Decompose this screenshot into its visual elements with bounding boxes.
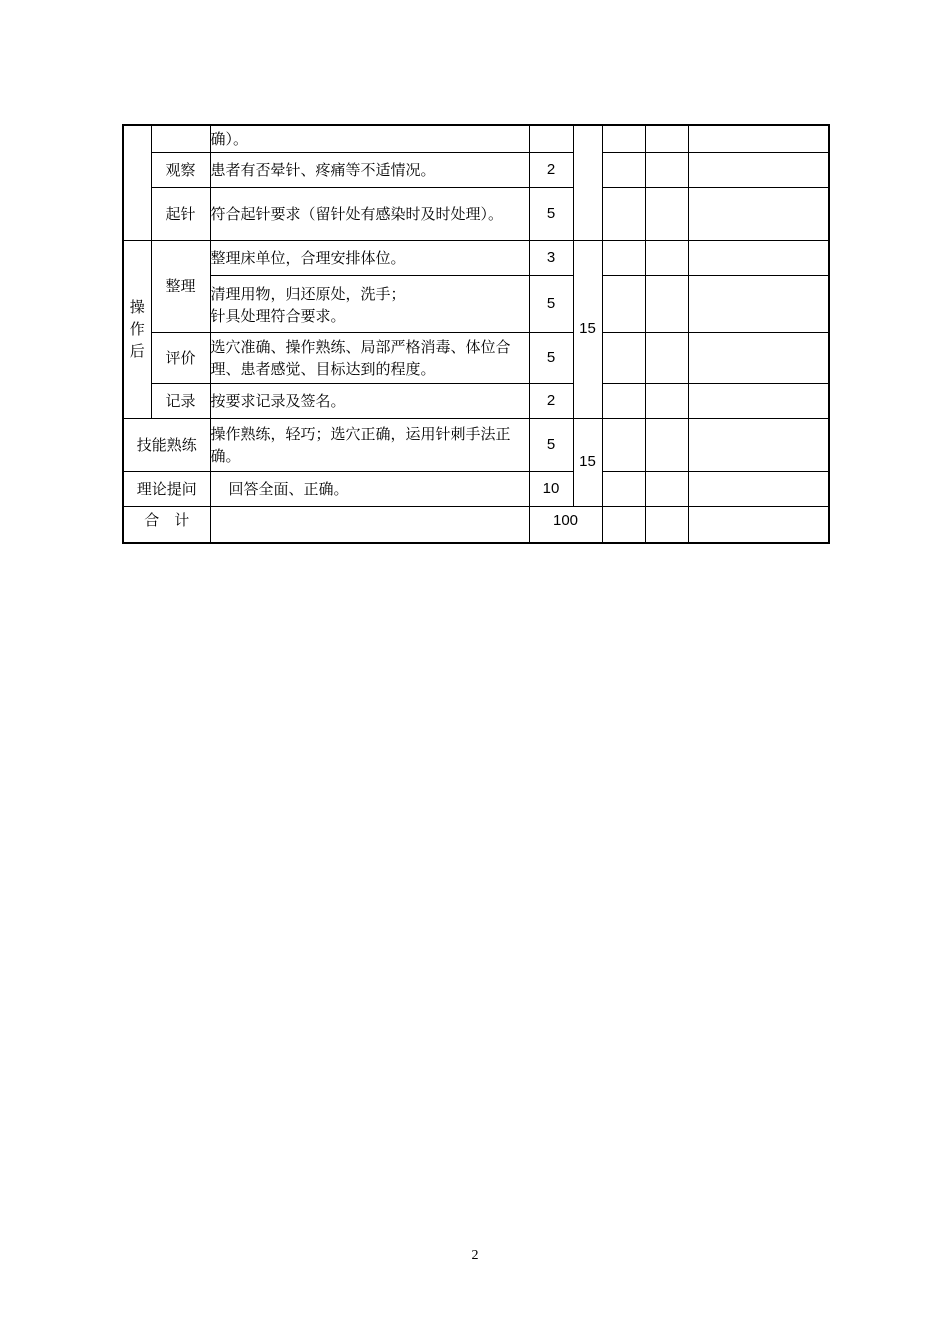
blank-cell <box>688 332 829 383</box>
blank-cell <box>688 418 829 471</box>
item-content: 回答全面、正确。 <box>210 471 529 506</box>
blank-cell <box>602 418 645 471</box>
section-char: 操 <box>129 298 145 316</box>
table-row <box>123 275 829 332</box>
table-row <box>123 152 829 187</box>
blank-cell <box>602 383 645 418</box>
page-number: 2 <box>471 1248 479 1263</box>
blank-cell <box>688 506 829 543</box>
section-char: 作 <box>129 320 145 338</box>
item-content: 整理床单位，合理安排体位。 <box>210 240 529 275</box>
blank-cell <box>602 125 645 152</box>
table-row <box>123 383 829 418</box>
table-row <box>123 240 829 275</box>
blank-cell <box>688 471 829 506</box>
section-label-after-operation <box>123 240 151 418</box>
content-line: 针具处理符合要求。 <box>210 307 346 325</box>
category-label: 理论提问 <box>123 471 210 506</box>
sub-item-empty <box>151 125 210 152</box>
item-score <box>529 125 573 152</box>
group-score-skill: 15 <box>573 418 602 506</box>
blank-cell <box>602 240 645 275</box>
blank-cell <box>602 275 645 332</box>
content-line: 清理用物，归还原处，洗手； <box>210 285 406 303</box>
blank-cell <box>645 332 688 383</box>
group-score-continued <box>573 125 602 240</box>
item-content: 操作熟练，轻巧；选穴正确，运用针刺手法正确。 <box>210 418 529 471</box>
blank-cell <box>645 383 688 418</box>
total-label: 合 计 <box>123 506 210 543</box>
table-row <box>123 332 829 383</box>
item-content: 符合起针要求（留针处有感染时及时处理）。 <box>210 187 529 240</box>
item-content: 选穴准确、操作熟练、局部严格消毒、体位合理、患者感觉、目标达到的程度。 <box>210 332 529 383</box>
blank-cell <box>688 187 829 240</box>
item-score: 5 <box>529 332 573 383</box>
blank-cell <box>602 332 645 383</box>
item-content: 患者有否晕针、疼痛等不适情况。 <box>210 152 529 187</box>
total-score: 100 <box>529 506 602 543</box>
blank-cell <box>688 240 829 275</box>
category-label: 技能熟练 <box>123 418 210 471</box>
sub-item-label: 评价 <box>151 332 210 383</box>
sub-item-label: 整理 <box>151 240 210 332</box>
item-score: 5 <box>529 187 573 240</box>
item-score: 2 <box>529 383 573 418</box>
blank-cell <box>645 125 688 152</box>
item-content: 确）。 <box>210 125 529 152</box>
blank-cell <box>602 152 645 187</box>
blank-cell <box>602 506 645 543</box>
table-row <box>123 471 829 506</box>
blank-cell <box>602 471 645 506</box>
item-score: 2 <box>529 152 573 187</box>
blank-cell <box>645 152 688 187</box>
table-row <box>123 418 829 471</box>
item-content: 按要求记录及签名。 <box>210 383 529 418</box>
blank-cell <box>645 275 688 332</box>
blank-cell <box>645 187 688 240</box>
blank-cell <box>210 506 529 543</box>
item-score: 5 <box>529 418 573 471</box>
blank-cell <box>645 506 688 543</box>
section-char: 后 <box>129 342 145 360</box>
sub-item-label: 观察 <box>151 152 210 187</box>
blank-cell <box>688 152 829 187</box>
group-score-after: 15 <box>573 240 602 418</box>
item-content <box>210 275 529 332</box>
section-cell-continued <box>123 125 151 240</box>
blank-cell <box>688 125 829 152</box>
item-score: 5 <box>529 275 573 332</box>
sub-item-label: 起针 <box>151 187 210 240</box>
scoring-table <box>122 124 830 544</box>
table-row-total <box>123 506 829 543</box>
blank-cell <box>645 471 688 506</box>
table-row <box>123 187 829 240</box>
blank-cell <box>688 275 829 332</box>
blank-cell <box>645 418 688 471</box>
blank-cell <box>602 187 645 240</box>
blank-cell <box>645 240 688 275</box>
item-score: 10 <box>529 471 573 506</box>
table-row <box>123 125 829 152</box>
blank-cell <box>688 383 829 418</box>
item-score: 3 <box>529 240 573 275</box>
sub-item-label: 记录 <box>151 383 210 418</box>
